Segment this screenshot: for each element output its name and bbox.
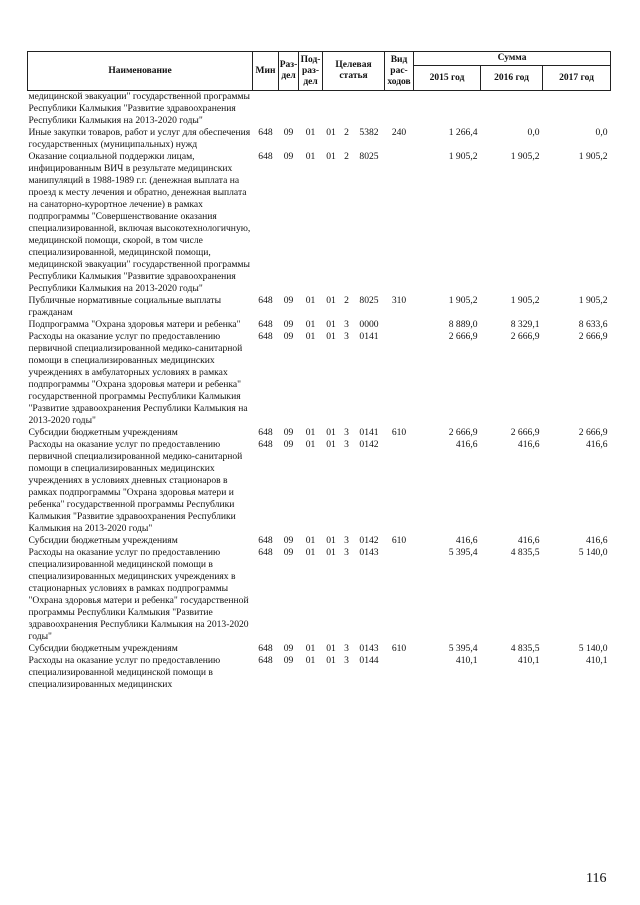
row-section-code: [279, 91, 299, 128]
row-target-subprogram: 3: [344, 643, 349, 654]
row-expense-type: 610: [391, 427, 407, 438]
row-target-program: 01: [326, 295, 336, 306]
row-sum-2015: 8 889,0: [448, 319, 478, 330]
row-target-program: 01: [326, 127, 336, 138]
row-sum-2016: 410,1: [517, 655, 540, 666]
row-sum-2016: 416,6: [517, 535, 540, 546]
row-section-code: 09: [283, 151, 294, 162]
row-section-code: 09: [283, 547, 294, 558]
header-min: Мин: [253, 52, 279, 91]
header-vid: Вид рас- ходов: [385, 52, 414, 91]
row-section-code: 09: [283, 439, 294, 450]
row-sum-2016: 1 905,2: [510, 295, 540, 306]
row-subsection-code: 01: [305, 547, 316, 558]
row-target-program: 01: [326, 331, 336, 342]
row-sum-2016: 0,0: [527, 127, 540, 138]
row-target-subprogram: 3: [344, 535, 349, 546]
table-row: [28, 151, 611, 295]
row-target-subprogram: 3: [344, 655, 349, 666]
row-ministry-code: 648: [258, 331, 273, 342]
row-subsection-code: 01: [305, 535, 316, 546]
row-target-item: 0141: [359, 331, 379, 342]
row-expense-type: [385, 91, 414, 128]
row-target-item: 8025: [359, 295, 379, 306]
table-row: [28, 127, 611, 151]
row-name: Публичные нормативные социальные выплаты гражданам: [28, 295, 222, 318]
row-sum-2017: 2 666,9: [578, 427, 608, 438]
row-name: Субсидии бюджетным учреждениям: [28, 643, 178, 654]
row-name: медицинской эвакуации" государственной программы Республики Калмыкия "Развитие здравоохранения Республики Калмыкия на 2013-2020 годы": [28, 91, 250, 126]
row-sum-2017: 1 905,2: [578, 295, 608, 306]
row-ministry-code: 648: [258, 643, 273, 654]
row-sum-2016: 2 666,9: [510, 331, 540, 342]
budget-table: [27, 51, 611, 691]
row-expense-type: [385, 331, 414, 427]
table-row: [28, 535, 611, 547]
row-sum-2016: 4 835,5: [510, 643, 540, 654]
row-sum-2015: 5 395,4: [448, 547, 478, 558]
row-ministry-code: 648: [258, 319, 273, 330]
row-target-item: 0142: [359, 439, 379, 450]
row-subsection-code: 01: [305, 151, 316, 162]
row-sum-2016: 416,6: [517, 439, 540, 450]
row-section-code: 09: [283, 127, 294, 138]
row-subsection-code: 01: [305, 319, 316, 330]
table-row: [28, 319, 611, 331]
row-target-subprogram: 3: [344, 427, 349, 438]
table-row: [28, 331, 611, 427]
row-name: Оказание социальной поддержки лицам, инфицированным ВИЧ в результате медицинских манипуляций в 1988-1989 г.г. (денежная выплата на проезд к месту лечения и обратно, денежная выплата на санаторно-курортное лечение) в рамках подпрограммы "Совершенствование оказания специализированной, включая высокотехнологичную, медицинской помощи, скорой, в том числе специализированной, медицинской помощи, медицинской эвакуации" государственной программы Республики Калмыкия "Развитие здравоохранения Республики Калмыкия на 2013-2020 годы": [28, 151, 251, 294]
table-header: [28, 52, 611, 91]
row-target-program: 01: [326, 643, 336, 654]
row-target-item: 5382: [359, 127, 379, 138]
row-subsection-code: 01: [305, 295, 316, 306]
row-ministry-code: 648: [258, 655, 273, 666]
row-section-code: 09: [283, 295, 294, 306]
row-sum-2015: 1 905,2: [448, 295, 478, 306]
row-target-subprogram: 3: [344, 319, 349, 330]
row-target-subprogram: 3: [344, 331, 349, 342]
row-sum-2015: [414, 91, 481, 128]
row-ministry-code: 648: [258, 151, 273, 162]
row-subsection-code: 01: [305, 427, 316, 438]
table-row: [28, 91, 611, 128]
header-2017: 2017 год: [543, 66, 611, 91]
row-target-subprogram: 3: [344, 439, 349, 450]
row-sum-2015: 2 666,9: [448, 427, 478, 438]
table-row: [28, 439, 611, 535]
row-sum-2017: 410,1: [585, 655, 608, 666]
table-row: [28, 655, 611, 691]
row-sum-2016: 1 905,2: [510, 151, 540, 162]
row-section-code: 09: [283, 319, 294, 330]
row-name: Иные закупки товаров, работ и услуг для обеспечения государственных (муниципальных) нужд: [28, 127, 251, 150]
row-sum-2015: 416,6: [455, 535, 478, 546]
row-sum-2015: 2 666,9: [448, 331, 478, 342]
row-subsection-code: 01: [305, 127, 316, 138]
row-sum-2017: 8 633,6: [578, 319, 608, 330]
row-sum-2017: 416,6: [585, 535, 608, 546]
row-expense-type: [385, 319, 414, 331]
row-target-subprogram: 2: [344, 295, 349, 306]
header-podrazdel: Под- раз- дел: [299, 52, 323, 91]
row-expense-type: 610: [391, 535, 407, 546]
row-name: Подпрограмма "Охрана здоровья матери и ребенка": [28, 319, 241, 330]
row-sum-2015: 416,6: [455, 439, 478, 450]
row-sum-2017: [543, 91, 611, 128]
row-name: Расходы на оказание услуг по предоставлению специализированной медицинской помощи в специализированных медицинских: [28, 655, 221, 690]
row-target-program: 01: [326, 427, 336, 438]
table-row: [28, 643, 611, 655]
row-ministry-code: 648: [258, 535, 273, 546]
row-name: Субсидии бюджетным учреждениям: [28, 535, 178, 546]
row-expense-type: [385, 151, 414, 295]
header-sum: Сумма: [414, 52, 611, 66]
row-target-item: 0143: [359, 547, 379, 558]
row-target-subprogram: 3: [344, 547, 349, 558]
row-sum-2017: 416,6: [585, 439, 608, 450]
row-expense-type: 310: [391, 295, 407, 306]
row-section-code: 09: [283, 643, 294, 654]
row-sum-2016: 8 329,1: [510, 319, 540, 330]
row-expense-type: 610: [391, 643, 407, 654]
row-ministry-code: [253, 91, 279, 128]
row-expense-type: [385, 547, 414, 643]
row-target-subprogram: 2: [344, 127, 349, 138]
table-body: [28, 91, 611, 692]
row-ministry-code: 648: [258, 427, 273, 438]
row-name: Субсидии бюджетным учреждениям: [28, 427, 178, 438]
row-target-program: 01: [326, 655, 336, 666]
row-target-item: 0000: [359, 319, 379, 330]
row-subsection-code: 01: [305, 655, 316, 666]
row-subsection-code: 01: [305, 331, 316, 342]
row-ministry-code: 648: [258, 295, 273, 306]
row-sum-2017: 1 905,2: [578, 151, 608, 162]
row-target-subprogram: 2: [344, 151, 349, 162]
row-expense-type: [385, 655, 414, 691]
header-target: Целевая статья: [323, 52, 385, 91]
header-razdel: Раз- дел: [279, 52, 299, 91]
row-target-program: [323, 91, 340, 128]
row-ministry-code: 648: [258, 439, 273, 450]
row-name: Расходы на оказание услуг по предоставлению первичной специализированной медико-санитарной помощи в специализированных медицинских учреждениях в условиях дневных стационаров в рамках подпрограммы "Охрана здоровья матери и ребенка" государственной программы Республики Калмыкия "Развитие здравоохранения Республики Калмыкия на 2013-2020 годы": [28, 439, 243, 534]
header-2016: 2016 год: [481, 66, 543, 91]
row-sum-2017: 5 140,0: [578, 643, 608, 654]
table-row: [28, 427, 611, 439]
row-section-code: 09: [283, 535, 294, 546]
row-section-code: 09: [283, 427, 294, 438]
row-target-program: 01: [326, 439, 336, 450]
row-sum-2017: 2 666,9: [578, 331, 608, 342]
row-sum-2017: 5 140,0: [578, 547, 608, 558]
row-name: Расходы на оказание услуг по предоставлению первичной специализированной медико-санитарной помощи в специализированных медицинских учреждениях в амбулаторных условиях в рамках подпрограммы "Охрана здоровья матери и ребенка" государственной программы Республики Калмыкия "Развитие здравоохранения Республики Калмыкия на 2013-2020 годы": [28, 331, 248, 426]
row-target-program: 01: [326, 535, 336, 546]
row-section-code: 09: [283, 655, 294, 666]
row-target-item: 0141: [359, 427, 379, 438]
row-subsection-code: [299, 91, 323, 128]
header-2015: 2015 год: [414, 66, 481, 91]
row-target-item: 0143: [359, 643, 379, 654]
row-expense-type: [385, 439, 414, 535]
row-sum-2015: 1 905,2: [448, 151, 478, 162]
page-number: 116: [586, 871, 607, 886]
row-section-code: 09: [283, 331, 294, 342]
row-sum-2016: [481, 91, 543, 128]
header-name: Наименование: [28, 52, 253, 91]
row-target-item: 0142: [359, 535, 379, 546]
row-sum-2015: 410,1: [455, 655, 478, 666]
row-target-item: [354, 91, 385, 128]
row-target-program: 01: [326, 547, 336, 558]
row-sum-2016: 2 666,9: [510, 427, 540, 438]
row-target-program: 01: [326, 151, 336, 162]
row-sum-2017: 0,0: [595, 127, 608, 138]
row-target-item: 0144: [359, 655, 379, 666]
row-target-subprogram: [340, 91, 354, 128]
row-subsection-code: 01: [305, 643, 316, 654]
row-subsection-code: 01: [305, 439, 316, 450]
row-target-item: 8025: [359, 151, 379, 162]
table-row: [28, 547, 611, 643]
row-ministry-code: 648: [258, 547, 273, 558]
row-sum-2015: 1 266,4: [448, 127, 478, 138]
row-sum-2016: 4 835,5: [510, 547, 540, 558]
row-name: Расходы на оказание услуг по предоставлению специализированной медицинской помощи в специализированных медицинских учреждениях в стационарных условиях в рамках подпрограммы "Охрана здоровья матери и ребенка" государственной программы Республики Калмыкия "Развитие здравоохранения Республики Калмыкия на 2013-2020 годы": [28, 547, 249, 642]
table-row: [28, 295, 611, 319]
row-target-program: 01: [326, 319, 336, 330]
row-sum-2015: 5 395,4: [448, 643, 478, 654]
row-ministry-code: 648: [258, 127, 273, 138]
row-expense-type: 240: [391, 127, 407, 138]
